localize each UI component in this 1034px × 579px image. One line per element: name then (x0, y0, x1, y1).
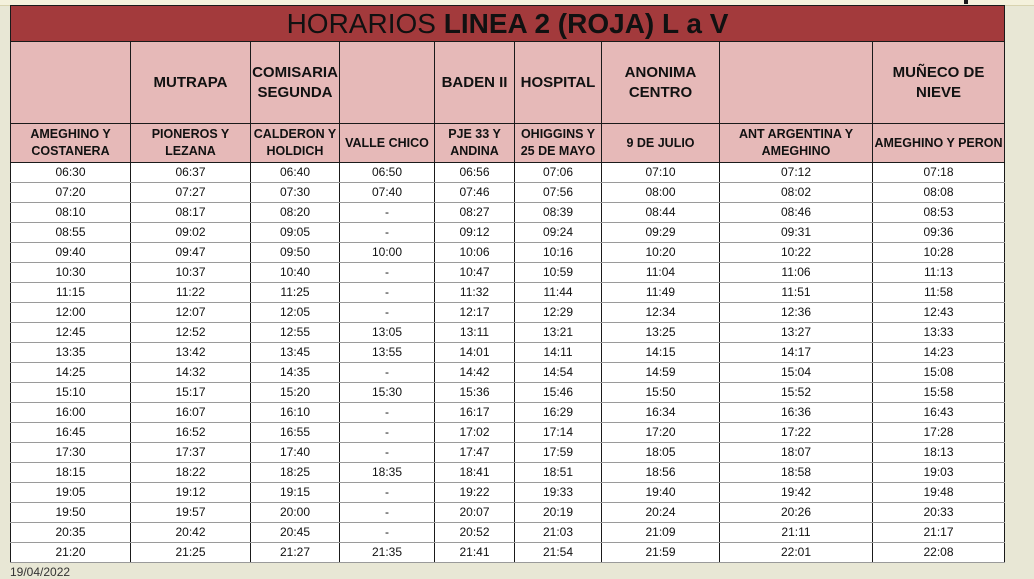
time-cell: 11:22 (131, 283, 251, 303)
table-row (11, 443, 1005, 463)
time-cell: 17:59 (515, 443, 602, 463)
time-cell: - (340, 423, 435, 443)
time-cell: 12:17 (435, 303, 515, 323)
schedule-sheet (10, 5, 1004, 563)
table-row (11, 383, 1005, 403)
time-cell: 08:00 (602, 183, 720, 203)
header-row-stops (11, 124, 1005, 163)
time-cell: 07:56 (515, 183, 602, 203)
time-cell: 13:25 (602, 323, 720, 343)
time-cell: 21:41 (435, 543, 515, 563)
time-cell: 11:58 (873, 283, 1005, 303)
time-cell: 16:45 (11, 423, 131, 443)
time-cell: 15:58 (873, 383, 1005, 403)
time-cell: 16:07 (131, 403, 251, 423)
time-cell: - (340, 443, 435, 463)
time-cell: 08:08 (873, 183, 1005, 203)
time-cell: 16:10 (251, 403, 340, 423)
time-cell: 14:25 (11, 363, 131, 383)
time-cell: 21:27 (251, 543, 340, 563)
time-cell: 17:02 (435, 423, 515, 443)
time-cell: 14:35 (251, 363, 340, 383)
time-cell: 09:50 (251, 243, 340, 263)
time-cell: 18:15 (11, 463, 131, 483)
time-cell: 06:37 (131, 163, 251, 183)
time-cell: 14:32 (131, 363, 251, 383)
time-cell: - (340, 503, 435, 523)
time-cell: 17:22 (720, 423, 873, 443)
time-cell: 16:52 (131, 423, 251, 443)
time-cell: 21:09 (602, 523, 720, 543)
time-cell: 10:28 (873, 243, 1005, 263)
time-cell: 12:55 (251, 323, 340, 343)
zone-header-4: BADEN II (435, 42, 515, 124)
time-cell: 21:11 (720, 523, 873, 543)
time-cell: 14:59 (602, 363, 720, 383)
time-cell: 08:44 (602, 203, 720, 223)
time-cell: 07:10 (602, 163, 720, 183)
zone-header-2: COMISARIA SEGUNDA (251, 42, 340, 124)
time-cell: 08:46 (720, 203, 873, 223)
time-cell: 18:07 (720, 443, 873, 463)
time-cell: 21:03 (515, 523, 602, 543)
time-cell: - (340, 283, 435, 303)
table-row (11, 243, 1005, 263)
table-row (11, 163, 1005, 183)
time-cell: 08:20 (251, 203, 340, 223)
time-cell: 18:41 (435, 463, 515, 483)
time-cell: 20:00 (251, 503, 340, 523)
time-cell: 14:15 (602, 343, 720, 363)
table-row (11, 223, 1005, 243)
time-cell: 14:42 (435, 363, 515, 383)
table-row (11, 363, 1005, 383)
time-cell: 12:45 (11, 323, 131, 343)
stop-header-2: CALDERON Y HOLDICH (251, 124, 340, 163)
time-cell: 07:20 (11, 183, 131, 203)
time-cell: 10:06 (435, 243, 515, 263)
time-cell: 15:10 (11, 383, 131, 403)
time-cell: 12:34 (602, 303, 720, 323)
table-row (11, 463, 1005, 483)
time-cell: 10:20 (602, 243, 720, 263)
time-cell: 09:24 (515, 223, 602, 243)
time-cell: 10:47 (435, 263, 515, 283)
time-cell: 16:55 (251, 423, 340, 443)
time-cell: 10:00 (340, 243, 435, 263)
time-cell: 16:34 (602, 403, 720, 423)
time-cell: 11:25 (251, 283, 340, 303)
time-cell: 08:10 (11, 203, 131, 223)
time-cell: 18:35 (340, 463, 435, 483)
time-cell: 09:31 (720, 223, 873, 243)
time-cell: 14:54 (515, 363, 602, 383)
time-cell: 10:40 (251, 263, 340, 283)
time-cell: 16:00 (11, 403, 131, 423)
time-cell: - (340, 403, 435, 423)
time-cell: 14:11 (515, 343, 602, 363)
stop-header-0: AMEGHINO Y COSTANERA (11, 124, 131, 163)
time-cell: 20:42 (131, 523, 251, 543)
time-cell: 15:46 (515, 383, 602, 403)
time-cell: - (340, 363, 435, 383)
time-cell: 11:44 (515, 283, 602, 303)
time-cell: 18:13 (873, 443, 1005, 463)
time-cell: 13:42 (131, 343, 251, 363)
time-cell: 19:03 (873, 463, 1005, 483)
time-cell: 21:59 (602, 543, 720, 563)
zone-header-3 (340, 42, 435, 124)
time-cell: 11:51 (720, 283, 873, 303)
time-cell: 12:29 (515, 303, 602, 323)
time-cell: 16:36 (720, 403, 873, 423)
time-cell: 19:40 (602, 483, 720, 503)
time-cell: 09:47 (131, 243, 251, 263)
time-cell: - (340, 303, 435, 323)
time-cell: 17:47 (435, 443, 515, 463)
time-cell: 20:33 (873, 503, 1005, 523)
time-cell: 10:22 (720, 243, 873, 263)
table-row (11, 343, 1005, 363)
time-cell: 17:40 (251, 443, 340, 463)
time-cell: 19:12 (131, 483, 251, 503)
time-cell: 18:56 (602, 463, 720, 483)
table-row (11, 183, 1005, 203)
time-cell: 13:11 (435, 323, 515, 343)
time-cell: 20:07 (435, 503, 515, 523)
time-cell: 09:02 (131, 223, 251, 243)
time-cell: 19:15 (251, 483, 340, 503)
time-cell: 06:50 (340, 163, 435, 183)
time-cell: 14:23 (873, 343, 1005, 363)
time-cell: 15:50 (602, 383, 720, 403)
time-cell: 09:29 (602, 223, 720, 243)
time-cell: 11:06 (720, 263, 873, 283)
time-cell: 11:49 (602, 283, 720, 303)
time-cell: 12:43 (873, 303, 1005, 323)
table-row (11, 503, 1005, 523)
table-row (11, 323, 1005, 343)
time-cell: 21:20 (11, 543, 131, 563)
time-cell: 22:08 (873, 543, 1005, 563)
time-cell: 21:35 (340, 543, 435, 563)
time-cell: 07:18 (873, 163, 1005, 183)
table-row (11, 283, 1005, 303)
time-cell: 18:51 (515, 463, 602, 483)
stop-header-4: PJE 33 Y ANDINA (435, 124, 515, 163)
time-cell: 18:58 (720, 463, 873, 483)
zone-header-8: MUÑECO DE NIEVE (873, 42, 1005, 124)
schedule-table (10, 5, 1005, 563)
table-row (11, 263, 1005, 283)
footer-date: 19/04/2022 (10, 565, 71, 579)
time-cell: 20:45 (251, 523, 340, 543)
time-cell: 12:00 (11, 303, 131, 323)
time-cell: 19:33 (515, 483, 602, 503)
time-cell: 10:16 (515, 243, 602, 263)
time-cell: 13:21 (515, 323, 602, 343)
time-cell: 08:02 (720, 183, 873, 203)
time-cell: 16:29 (515, 403, 602, 423)
table-row (11, 423, 1005, 443)
time-cell: 13:33 (873, 323, 1005, 343)
time-cell: 14:17 (720, 343, 873, 363)
stop-header-7: ANT ARGENTINA Y AMEGHINO (720, 124, 873, 163)
zone-header-5: HOSPITAL (515, 42, 602, 124)
schedule-title (11, 6, 1005, 42)
time-cell: 20:24 (602, 503, 720, 523)
time-cell: 19:48 (873, 483, 1005, 503)
table-row (11, 543, 1005, 563)
time-cell: 18:05 (602, 443, 720, 463)
zone-header-0 (11, 42, 131, 124)
time-cell: 13:05 (340, 323, 435, 343)
time-cell: 06:30 (11, 163, 131, 183)
title-light: HORARIOS (286, 8, 436, 39)
header-row-zones (11, 42, 1005, 124)
table-row (11, 523, 1005, 543)
time-cell: 18:25 (251, 463, 340, 483)
time-cell: 20:19 (515, 503, 602, 523)
time-cell: 19:22 (435, 483, 515, 503)
time-cell: 17:28 (873, 423, 1005, 443)
time-cell: 13:45 (251, 343, 340, 363)
stop-header-8: AMEGHINO Y PERON (873, 124, 1005, 163)
time-cell: - (340, 203, 435, 223)
time-cell: 11:15 (11, 283, 131, 303)
time-cell: - (340, 263, 435, 283)
time-cell: 10:30 (11, 263, 131, 283)
time-cell: 20:52 (435, 523, 515, 543)
time-cell: 17:14 (515, 423, 602, 443)
time-cell: 20:26 (720, 503, 873, 523)
time-cell: 19:50 (11, 503, 131, 523)
time-cell: 12:07 (131, 303, 251, 323)
table-row (11, 303, 1005, 323)
time-cell: 10:59 (515, 263, 602, 283)
title-bold: LINEA 2 (ROJA) L a V (443, 8, 729, 39)
time-cell: 07:46 (435, 183, 515, 203)
table-row (11, 203, 1005, 223)
time-cell: 19:42 (720, 483, 873, 503)
time-cell: 06:40 (251, 163, 340, 183)
time-cell: 13:35 (11, 343, 131, 363)
time-cell: 15:36 (435, 383, 515, 403)
time-cell: 08:55 (11, 223, 131, 243)
time-cell: 09:05 (251, 223, 340, 243)
time-cell: 07:27 (131, 183, 251, 203)
time-cell: 17:20 (602, 423, 720, 443)
stop-header-1: PIONEROS Y LEZANA (131, 124, 251, 163)
time-cell: 15:30 (340, 383, 435, 403)
stop-header-6: 9 DE JULIO (602, 124, 720, 163)
time-cell: 16:43 (873, 403, 1005, 423)
time-cell: 08:39 (515, 203, 602, 223)
time-cell: 11:32 (435, 283, 515, 303)
time-cell: 08:27 (435, 203, 515, 223)
time-cell: - (340, 483, 435, 503)
time-cell: 12:36 (720, 303, 873, 323)
zone-header-1: MUTRAPA (131, 42, 251, 124)
time-cell: 15:17 (131, 383, 251, 403)
time-cell: 14:01 (435, 343, 515, 363)
time-cell: 16:17 (435, 403, 515, 423)
time-cell: 21:25 (131, 543, 251, 563)
table-row (11, 403, 1005, 423)
time-cell: 08:53 (873, 203, 1005, 223)
time-cell: - (340, 223, 435, 243)
time-cell: 07:30 (251, 183, 340, 203)
time-cell: 12:05 (251, 303, 340, 323)
time-cell: 07:12 (720, 163, 873, 183)
time-cell: 19:05 (11, 483, 131, 503)
time-cell: 21:54 (515, 543, 602, 563)
time-cell: 22:01 (720, 543, 873, 563)
time-cell: 09:40 (11, 243, 131, 263)
time-cell: 21:17 (873, 523, 1005, 543)
time-cell: 15:52 (720, 383, 873, 403)
time-cell: 19:57 (131, 503, 251, 523)
time-cell: 09:36 (873, 223, 1005, 243)
time-cell: 15:08 (873, 363, 1005, 383)
zone-header-7 (720, 42, 873, 124)
time-cell: 07:40 (340, 183, 435, 203)
cell-corner-marker (964, 0, 968, 4)
stop-header-5: OHIGGINS Y 25 DE MAYO (515, 124, 602, 163)
time-cell: 17:37 (131, 443, 251, 463)
time-cell: 13:27 (720, 323, 873, 343)
time-cell: 10:37 (131, 263, 251, 283)
time-cell: 18:22 (131, 463, 251, 483)
time-cell: 09:12 (435, 223, 515, 243)
time-cell: 15:04 (720, 363, 873, 383)
time-cell: 08:17 (131, 203, 251, 223)
time-cell: 07:06 (515, 163, 602, 183)
time-cell: 12:52 (131, 323, 251, 343)
time-cell: 11:04 (602, 263, 720, 283)
stop-header-3: VALLE CHICO (340, 124, 435, 163)
time-cell: 13:55 (340, 343, 435, 363)
time-cell: 20:35 (11, 523, 131, 543)
zone-header-6: ANONIMA CENTRO (602, 42, 720, 124)
table-row (11, 483, 1005, 503)
time-cell: 17:30 (11, 443, 131, 463)
time-cell: 06:56 (435, 163, 515, 183)
time-cell: 11:13 (873, 263, 1005, 283)
time-cell: 15:20 (251, 383, 340, 403)
time-cell: - (340, 523, 435, 543)
